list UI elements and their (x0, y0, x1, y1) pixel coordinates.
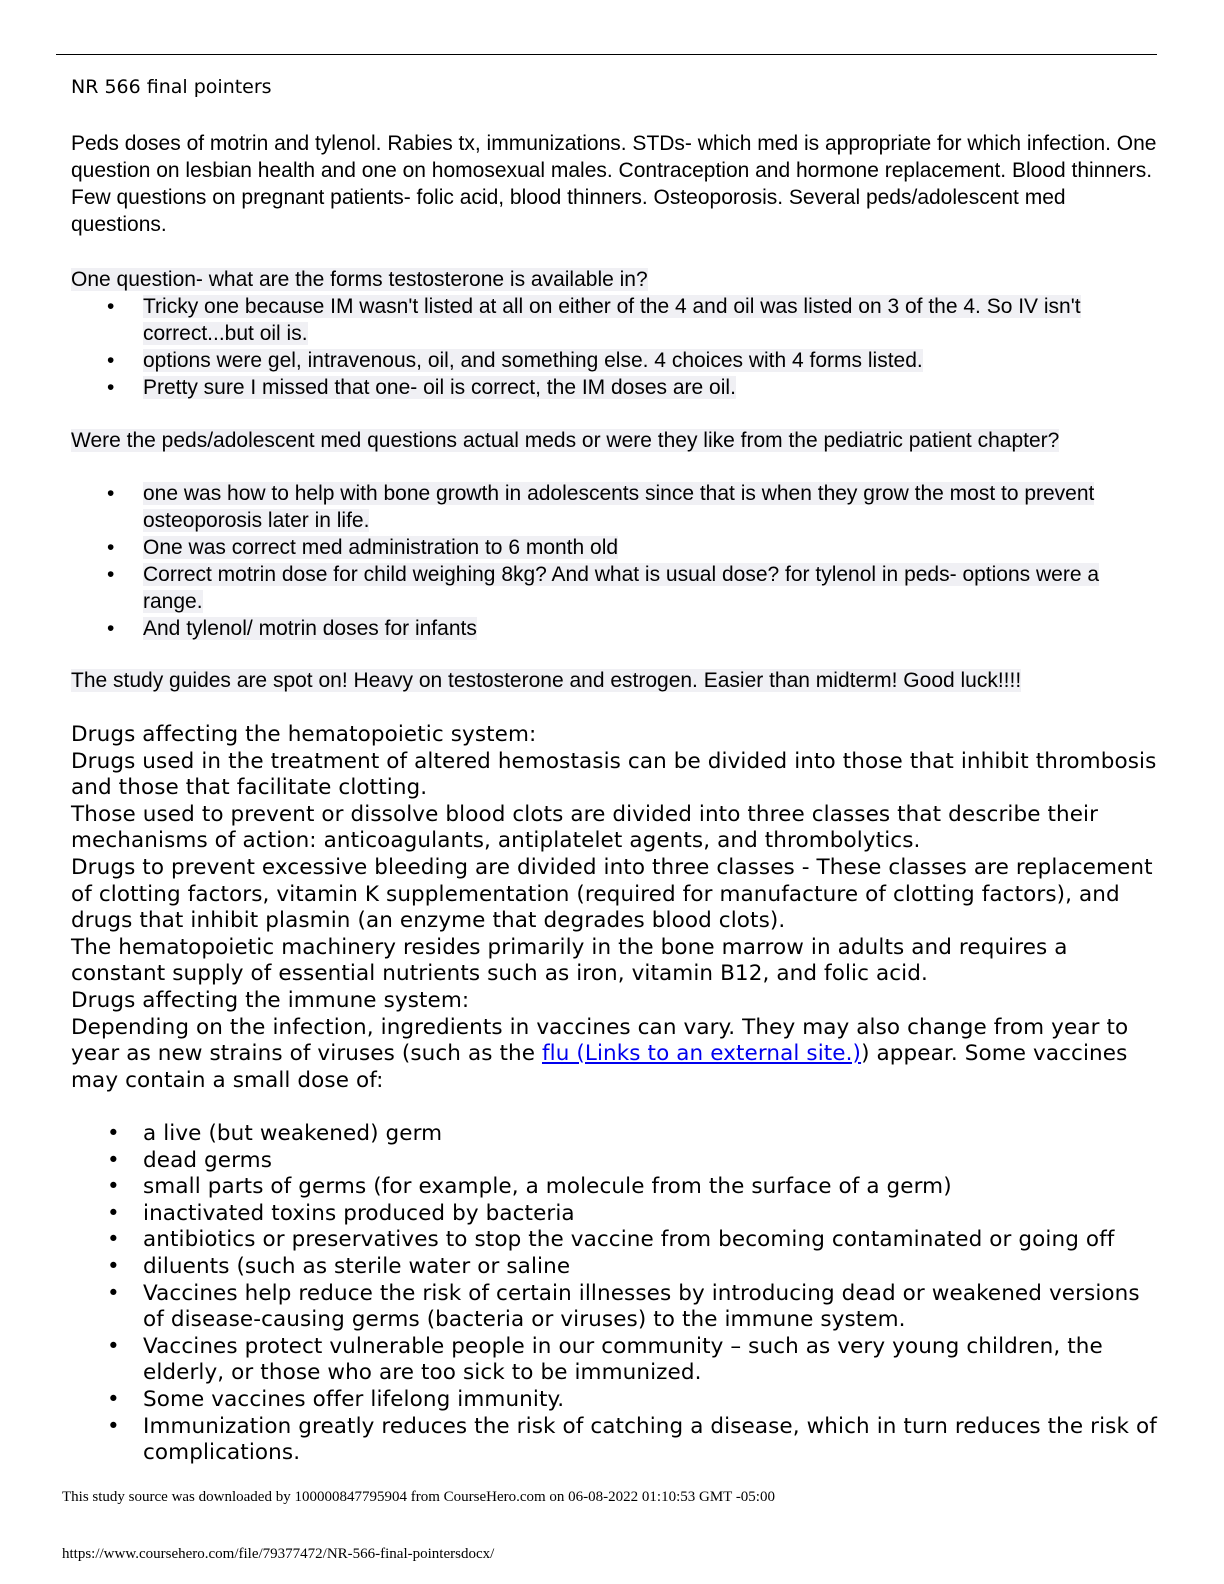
list-item (71, 347, 1161, 374)
testosterone-question-text: One question- what are the forms testosterone is available in? (71, 268, 648, 291)
testosterone-answers-list (71, 293, 1161, 401)
hematopoietic-paragraph: The hematopoietic machinery resides primarily in the bone marrow in adults and requires a constant supply of essential nutrients such as iron, vitamin B12, and folic acid. (71, 934, 1068, 987)
list-item: • Vaccines help reduce the risk of certain illnesses by introducing dead or weakened versions of disease-causing germs (bacteria or viruses) to the immune system. (71, 1281, 1161, 1334)
list-item: • small parts of germs (for example, a molecule from the surface of a germ) (71, 1174, 1161, 1201)
hematopoietic-paragraph: Drugs to prevent excessive bleeding are divided into three classes - These classes are replacement of clotting factors, vitamin K supplementation (required for manufacture of clotting factors), and drugs that inhibit plasmin (an enzyme that degrades blood clots). (71, 854, 1153, 934)
hematopoietic-paragraph: Those used to prevent or dissolve blood clots are divided into three classes that describe their mechanisms of action: anticoagulants, antiplatelet agents, and thrombolytics. (71, 801, 1099, 854)
closing-note (71, 667, 1161, 694)
hematopoietic-heading: Drugs affecting the hematopoietic system: (71, 722, 537, 747)
list-item (71, 480, 1161, 534)
source-url-footer: https://www.coursehero.com/file/79377472/NR-566-final-pointersdocx/ (62, 1546, 495, 1562)
list-item-text: One was correct med administration to 6 month old (143, 536, 619, 559)
list-item (71, 534, 1161, 561)
list-item-text: options were gel, intravenous, oil, and something else. 4 choices with 4 forms listed. (143, 349, 923, 372)
document-title: NR 566 final pointers (71, 76, 272, 98)
closing-note-text: The study guides are spot on! Heavy on testosterone and estrogen. Easier than midterm! Good luck!!!! (71, 669, 1022, 692)
list-item: • diluents (such as sterile water or saline (71, 1254, 1161, 1281)
testosterone-question (71, 266, 1161, 293)
vaccine-contents-list (71, 1121, 1161, 1467)
header-rule (56, 54, 1157, 55)
list-item-text: And tylenol/ motrin doses for infants (143, 617, 477, 640)
list-item (71, 561, 1161, 615)
list-item: • inactivated toxins produced by bacteria (71, 1201, 1161, 1228)
peds-question-text: Were the peds/adolescent med questions actual meds or were they like from the pediatric patient chapter? (71, 429, 1060, 452)
list-item (71, 293, 1161, 347)
intro-paragraph: Peds doses of motrin and tylenol. Rabies tx, immunizations. STDs- which med is appropriate for which infection. One question on lesbian health and one on homosexual males. Contraception and hormone replacement. Blood thinners. Few questions on pregnant patients- folic acid, blood thinners. Osteoporosis. Several peds/adolescent med questions. (71, 132, 1157, 236)
list-item: • Immunization greatly reduces the risk of catching a disease, which in turn reduces the risk of complications. (71, 1414, 1161, 1467)
immune-paragraph-tail: ) appear. Some vaccines may contain a small dose of: (71, 1041, 1128, 1093)
immune-paragraph-lead: Depending on the infection, ingredients in vaccines can vary. They may also change from year to year as new strains of viruses (such as the (71, 1014, 1129, 1067)
list-item: • Vaccines protect vulnerable people in our community – such as very young children, the elderly, or those who are too sick to be immunized. (71, 1334, 1161, 1387)
hematopoietic-paragraph: Drugs used in the treatment of altered hemostasis can be divided into those that inhibit thrombosis and those that facilitate clotting. (71, 748, 1157, 801)
peds-question (71, 427, 1161, 454)
list-item (71, 374, 1161, 401)
list-item-text: Pretty sure I missed that one- oil is correct, the IM doses are oil. (143, 376, 736, 399)
list-item: • a live (but weakened) germ (71, 1121, 1161, 1148)
list-item: • antibiotics or preservatives to stop the vaccine from becoming contaminated or going off (71, 1227, 1161, 1254)
list-item (71, 615, 1161, 642)
list-item: • Some vaccines offer lifelong immunity. (71, 1387, 1161, 1414)
immune-paragraph (71, 1015, 1161, 1095)
list-item: • dead germs (71, 1148, 1161, 1175)
download-source-footer: This study source was downloaded by 100000847795904 from CourseHero.com on 06-08-2022 01:10:53 GMT -05:00 (62, 1489, 775, 1505)
list-item-text: Correct motrin dose for child weighing 8kg? And what is usual dose? for tylenol in peds- options were a range. (143, 563, 1100, 613)
flu-link[interactable]: flu (Links to an external site.) (541, 1041, 862, 1067)
immune-heading: Drugs affecting the immune system: (71, 987, 470, 1013)
peds-answers-list (71, 480, 1161, 642)
drug-notes-section (71, 722, 1161, 1094)
list-item-text: one was how to help with bone growth in adolescents since that is when they grow the most to prevent osteoporosis later in life. (143, 482, 1095, 532)
list-item-text: Tricky one because IM wasn't listed at all on either of the 4 and oil was listed on 3 of the 4. So IV isn't correct...but oil is. (143, 295, 1081, 345)
